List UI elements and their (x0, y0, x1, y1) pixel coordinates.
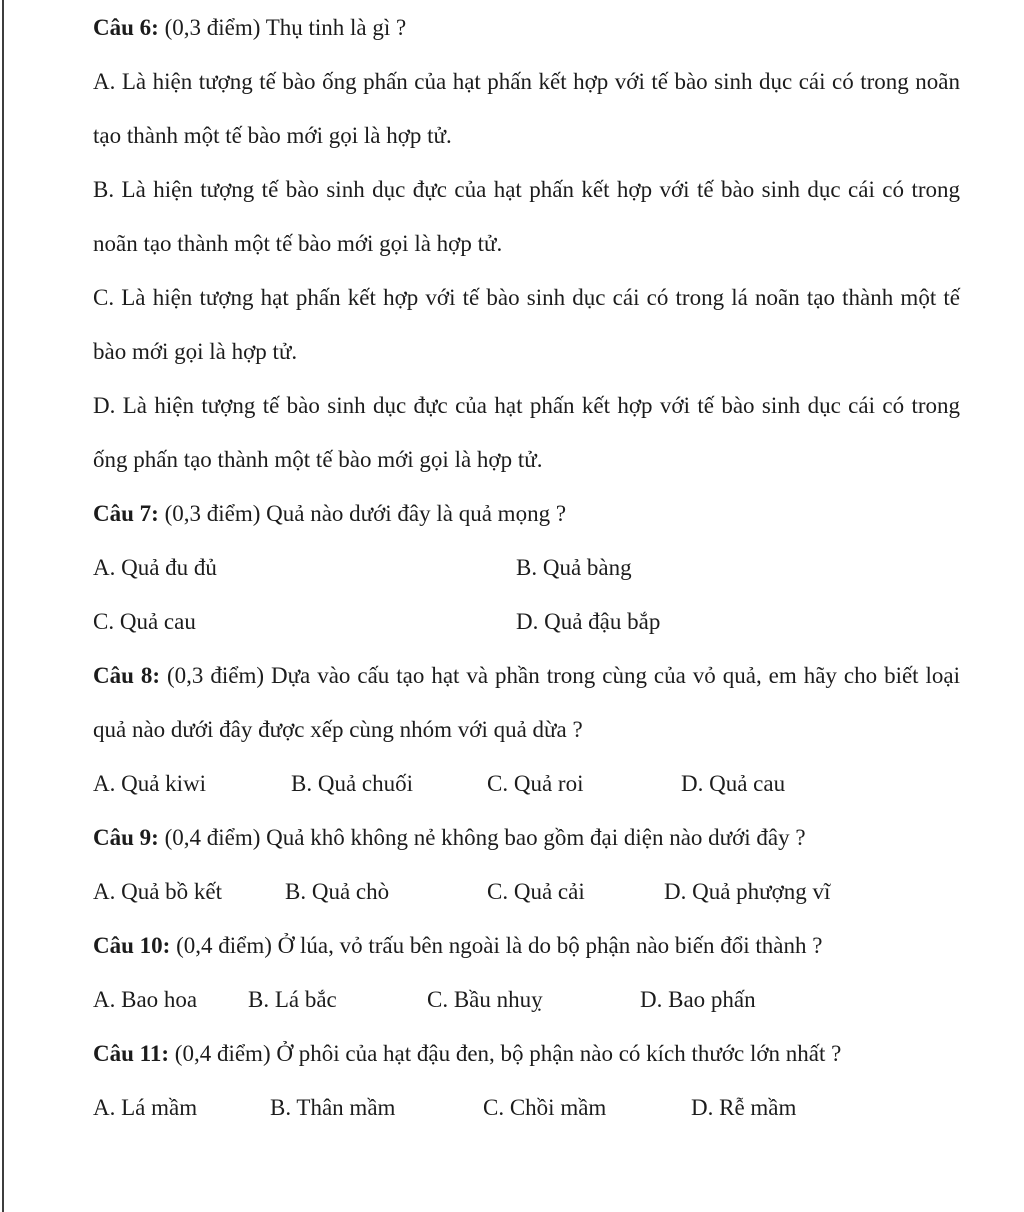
question-6-option-c: C. Là hiện tượng hạt phấn kết hợp với tế bào sinh dục cái có trong lá noãn tạo thành một tế bào mới gọi là hợp tử. (93, 285, 960, 364)
question-10-option-b: B. Lá bắc (248, 987, 337, 1012)
question-9-option-b: B. Quả chò (285, 879, 390, 904)
question-8-stem: (0,3 điểm) Dựa vào cấu tạo hạt và phần trong cùng của vỏ quả, em hãy cho biết loại quả nào dưới đây được xếp cùng nhóm với quả dừa ? (93, 663, 961, 742)
question-8-option-c: C. Quả roi (487, 771, 584, 796)
question-9-options-row (93, 865, 960, 919)
question-10-option-c: C. Bầu nhuỵ (427, 987, 543, 1012)
question-11-options-row (93, 1081, 960, 1135)
question-10-label: Câu 10: (93, 933, 171, 958)
question-8-option-b: B. Quả chuối (291, 771, 414, 796)
question-6 (93, 1, 960, 487)
question-7-label: Câu 7: (93, 501, 159, 526)
question-7-options-row-2 (93, 595, 960, 649)
question-7-heading (93, 487, 960, 541)
question-11-option-c: C. Chồi mầm (483, 1095, 607, 1120)
question-11-option-a: A. Lá mầm (93, 1095, 198, 1120)
question-7-stem: (0,3 điểm) Quả nào dưới đây là quả mọng ? (164, 501, 567, 526)
question-7-option-b: B. Quả bàng (516, 555, 632, 580)
question-10 (93, 919, 960, 1027)
question-10-options-row (93, 973, 960, 1027)
question-11-label: Câu 11: (93, 1041, 170, 1066)
question-10-option-d: D. Bao phấn (640, 987, 756, 1012)
question-11-option-d: D. Rễ mầm (691, 1095, 797, 1120)
question-9-option-a: A. Quả bồ kết (93, 879, 223, 904)
question-9-label: Câu 9: (93, 825, 159, 850)
question-8-option-a: A. Quả kiwi (93, 771, 207, 796)
question-7-options-row-1 (93, 541, 960, 595)
question-9 (93, 811, 960, 919)
question-8-label: Câu 8: (93, 663, 161, 688)
question-9-heading (93, 811, 960, 865)
question-6-heading (93, 1, 960, 55)
question-6-label: Câu 6: (93, 15, 159, 40)
question-7-option-a: A. Quả đu đủ (93, 555, 217, 580)
question-8-options-row (93, 757, 960, 811)
question-8 (93, 649, 960, 811)
question-7-option-c: C. Quả cau (93, 609, 196, 634)
question-9-option-d: D. Quả phượng vĩ (664, 879, 831, 904)
question-7 (93, 487, 960, 649)
question-11-heading (93, 1027, 960, 1081)
question-10-heading (93, 919, 960, 973)
question-6-option-d: D. Là hiện tượng tế bào sinh dục đực của hạt phấn kết hợp với tế bào sinh dục cái có trong ống phấn tạo thành một tế bào mới gọi là hợp tử. (93, 393, 960, 472)
question-10-option-a: A. Bao hoa (93, 987, 198, 1012)
question-11-option-b: B. Thân mầm (270, 1095, 396, 1120)
question-8-option-d: D. Quả cau (681, 771, 786, 796)
question-9-option-c: C. Quả cải (487, 879, 585, 904)
question-6-option-a: A. Là hiện tượng tế bào ống phấn của hạt phấn kết hợp với tế bào sinh dục cái có trong noãn tạo thành một tế bào mới gọi là hợp tử. (93, 69, 960, 148)
question-7-option-d: D. Quả đậu bắp (516, 609, 661, 634)
question-8-heading (93, 649, 960, 757)
question-11-stem: (0,4 điểm) Ở phôi của hạt đậu đen, bộ phận nào có kích thước lớn nhất ? (174, 1041, 842, 1066)
question-6-stem: (0,3 điểm) Thụ tinh là gì ? (164, 15, 407, 40)
question-11 (93, 1027, 960, 1135)
question-9-stem: (0,4 điểm) Quả khô không nẻ không bao gồm đại diện nào dưới đây ? (164, 825, 806, 850)
question-6-option-b: B. Là hiện tượng tế bào sinh dục đực của hạt phấn kết hợp với tế bào sinh dục cái có trong noãn tạo thành một tế bào mới gọi là hợp tử. (93, 177, 960, 256)
question-10-stem: (0,4 điểm) Ở lúa, vỏ trấu bên ngoài là do bộ phận nào biến đổi thành ? (176, 933, 823, 958)
